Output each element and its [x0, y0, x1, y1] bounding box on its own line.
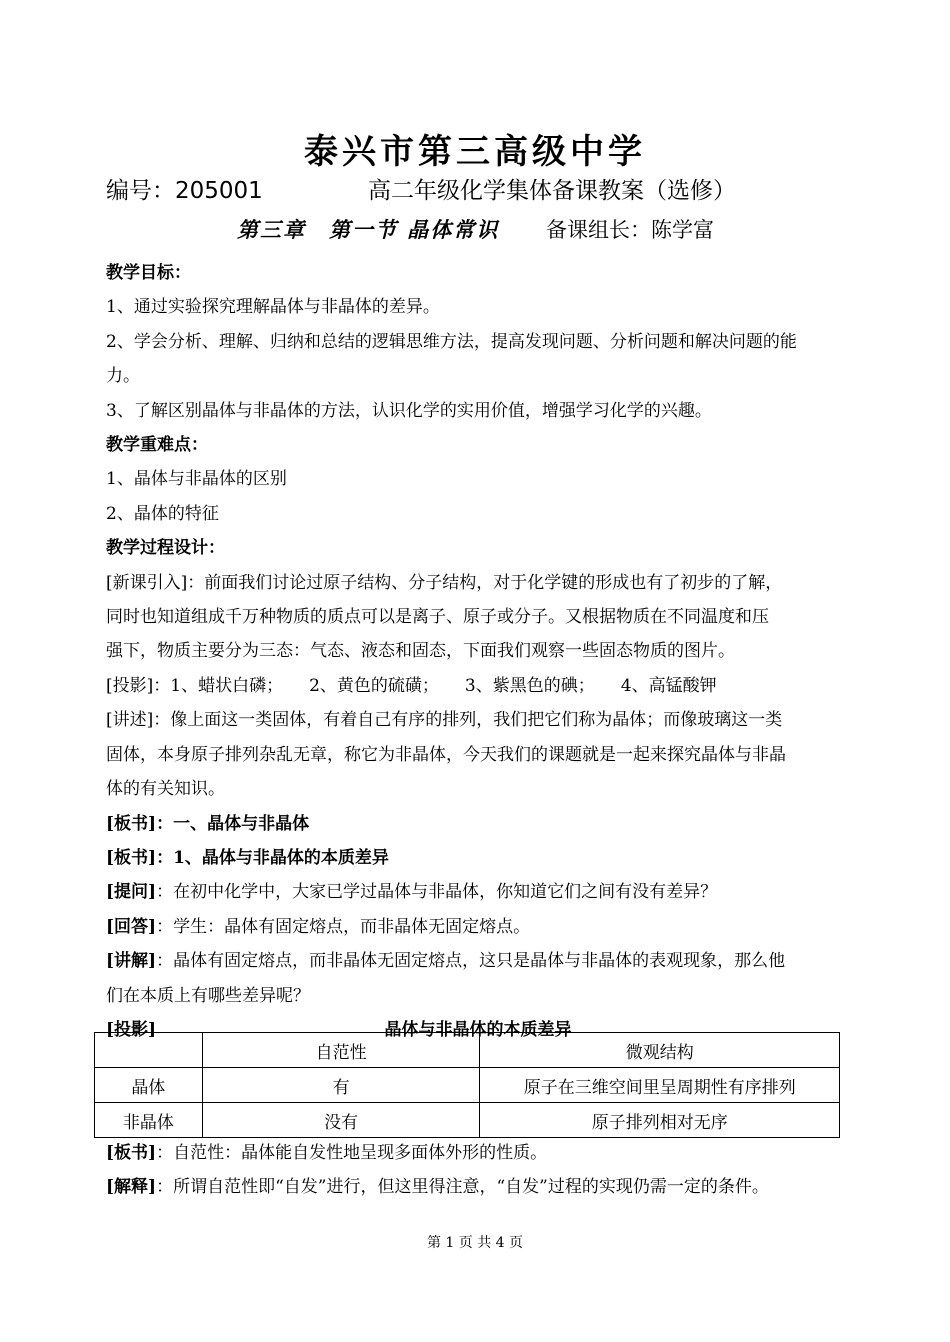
projection-item: ：1、蜡状白磷； [153, 675, 284, 696]
table-cell: 非晶体 [95, 1103, 203, 1138]
table-cell: 原子排列相对无序 [480, 1103, 840, 1138]
interpret-tag: [解释] [106, 1177, 157, 1198]
key-points-heading: 教学重难点： [106, 435, 208, 456]
table-row [95, 1068, 840, 1103]
lecture-line: 体的有关知识。 [106, 779, 225, 800]
table-cell: 没有 [202, 1103, 480, 1138]
projection-paragraph [106, 669, 850, 703]
lesson-body [106, 256, 850, 1047]
document-number: 编号：205001 [106, 178, 263, 204]
intro-tag: [新课引入] [106, 572, 188, 593]
projection-tag: [投影] [106, 675, 154, 696]
question-paragraph [106, 875, 850, 909]
table-header-cell: 微观结构 [480, 1033, 840, 1068]
answer-tag: [回答] [106, 916, 157, 937]
question-text: ：在初中化学中，大家已学过晶体与非晶体，你知道它们之间有没有差异？ [156, 882, 718, 903]
group-leader: 备课组长：陈学富 [546, 218, 714, 242]
objective-item: 2、学会分析、理解、归纳和总结的逻辑思维方法，提高发现问题、分析问题和解决问题的能 [106, 331, 797, 352]
process-heading: 教学过程设计： [106, 538, 225, 559]
interpret-text: ：所谓自范性即“自发”进行，但这里得注意，“自发”过程的实现仍需一定的条件。 [156, 1177, 769, 1198]
board-text: ：自范性：晶体能自发性地呈现多面体外形的性质。 [156, 1143, 548, 1163]
lecture-paragraph [106, 703, 850, 737]
table-header-cell: 自范性 [202, 1033, 480, 1068]
table-projection-tag: [投影] [106, 1019, 157, 1040]
school-title: 泰兴市第三高级中学 [304, 132, 646, 172]
projection-item: 3、紫黑色的碘； [464, 675, 595, 696]
table-header-row [95, 1033, 840, 1068]
lecture-line: 固体，本身原子排列杂乱无章，称它为非晶体，今天我们的课题就是一起来探究晶体与非晶 [106, 744, 786, 765]
explain-line: 们在本质上有哪些差异呢？ [106, 985, 310, 1006]
board-note: [板书]：1、晶体与非晶体的本质差异 [106, 847, 389, 868]
key-point-item: 1、晶体与非晶体的区别 [106, 469, 287, 490]
table-cell: 晶体 [95, 1068, 203, 1103]
page-footer: 第 1 页 共 4 页 [426, 1235, 524, 1251]
table-title: 晶体与非晶体的本质差异 [384, 1019, 572, 1040]
interpret-paragraph [106, 1170, 850, 1204]
after-table-text [106, 1136, 850, 1205]
objective-item: 1、通过实验探究理解晶体与非晶体的差异。 [106, 297, 440, 318]
table-cell: 原子在三维空间里呈周期性有序排列 [480, 1068, 840, 1103]
table-header-cell [95, 1033, 203, 1068]
answer-paragraph [106, 910, 850, 944]
explain-paragraph [106, 944, 850, 978]
answer-text: ：学生：晶体有固定熔点，而非晶体无固定熔点。 [156, 916, 531, 937]
comparison-table [94, 1032, 840, 1138]
board-note: [板书]：一、晶体与非晶体 [106, 813, 310, 834]
intro-line: ：前面我们讨论过原子结构、分子结构，对于化学键的形成也有了初步的了解， [187, 572, 783, 593]
objectives-heading: 教学目标： [106, 263, 191, 283]
lecture-line: ：像上面这一类固体，有着自己有序的排列，我们把它们称为晶体；而像玻璃这一类 [153, 710, 783, 731]
lecture-tag: [讲述] [106, 710, 154, 731]
table-cell: 有 [202, 1068, 480, 1103]
chapter-line [237, 214, 714, 244]
objective-item: 力。 [106, 366, 140, 387]
lesson-plan-title: 高二年级化学集体备课教案（选修） [368, 178, 736, 204]
key-point-item: 2、晶体的特征 [106, 503, 219, 524]
projection-item: 2、黄色的硫磺； [309, 675, 439, 696]
intro-line: 同时也知道组成千万种物质的质点可以是离子、原子或分子。又根据物质在不同温度和压 [106, 607, 769, 628]
board-tag: [板书] [106, 1143, 157, 1163]
chapter-title: 第三章 第一节 晶体常识 [237, 218, 500, 242]
table-row [95, 1103, 840, 1138]
objective-item: 3、了解区别晶体与非晶体的方法，认识化学的实用价值，增强学习化学的兴趣。 [106, 400, 712, 421]
explain-line: ：晶体有固定熔点，而非晶体无固定熔点，这只是晶体与非晶体的表观现象，那么他 [156, 951, 786, 972]
question-tag: [提问] [106, 882, 157, 903]
projection-item: 4、高锰酸钾 [620, 675, 717, 696]
explain-tag: [讲解] [106, 951, 157, 972]
board-paragraph [106, 1136, 850, 1170]
intro-line: 强下，物质主要分为三态：气态、液态和固态，下面我们观察一些固态物质的图片。 [106, 641, 735, 662]
intro-paragraph [106, 566, 850, 600]
